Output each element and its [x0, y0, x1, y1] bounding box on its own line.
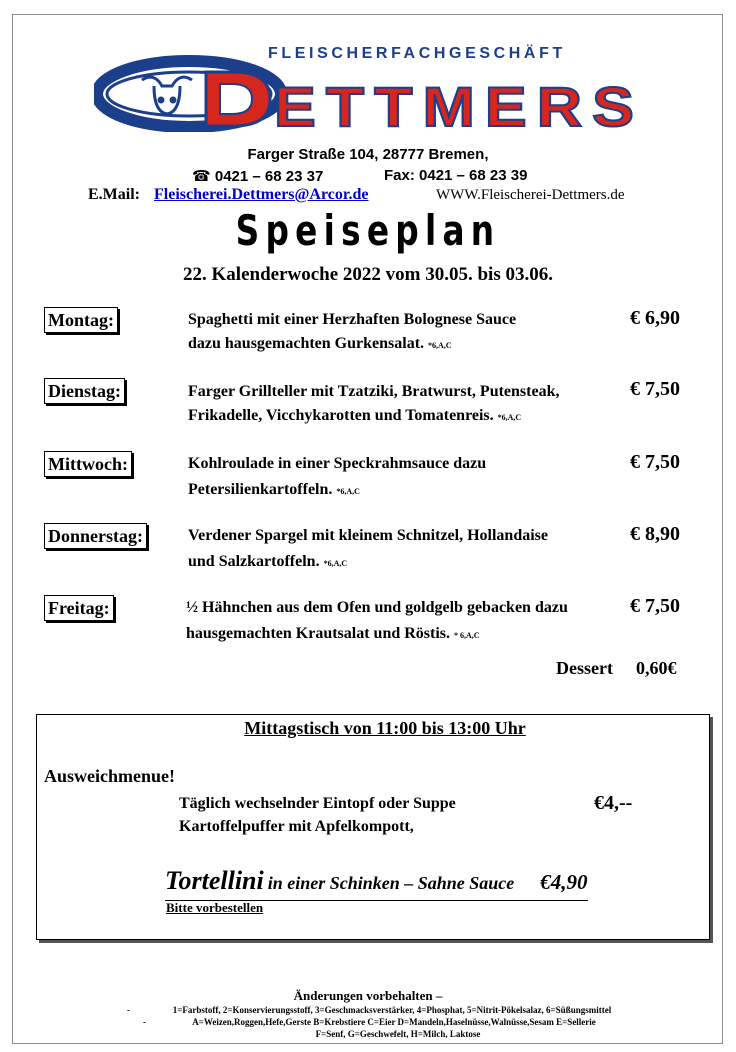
email-label: E.Mail: [88, 186, 140, 203]
price-tuesday: € 7,50 [630, 378, 680, 400]
svg-text:ETTMERS: ETTMERS [274, 75, 644, 132]
dish-wednesday-line2 [188, 478, 360, 504]
day-label-friday: Freitag: [44, 595, 114, 621]
dish-tuesday-line1: Farger Grillteller mit Tzatziki, Bratwurst, Putensteak, [188, 383, 560, 400]
allergen-codes: *6,A,C [497, 413, 522, 422]
dessert-price: 0,60€ [635, 658, 677, 678]
allergens-legend: A=Weizen,Roggen,Hefe,Gerste B=Krebstiere C=Eier D=Mandeln,Haselnüsse,Walnüsse,Sesam E=Sellerie [192, 1017, 596, 1027]
phone-line [192, 167, 323, 185]
dish-text: Petersilienkartoffeln. [188, 481, 333, 498]
tortellini-price: €4,90 [540, 870, 588, 894]
fax-number: Fax: 0421 – 68 23 39 [384, 167, 528, 184]
dish-text: Frikadelle, Vicchykarotten und Tomatenreis. [188, 407, 494, 424]
allergen-codes: *6,A,C [336, 487, 360, 496]
week-subtitle: 22. Kalenderwoche 2022 vom 30.05. bis 03.06. [183, 264, 553, 285]
allergens-legend-2: F=Senf, G=Geschwefelt, H=Milch, Laktose [315, 1029, 481, 1039]
dish-thursday-line1: Verdener Spargel mit kleinem Schnitzel, Hollandaise [188, 527, 548, 544]
day-label-tuesday: Dienstag: [44, 378, 125, 404]
dish-text: hausgemachten Krautsalat und Röstis. [186, 625, 451, 642]
footer-dash-1: - [127, 1005, 130, 1015]
dish-wednesday-line1: Kohlroulade in einer Speckrahmsauce dazu [188, 455, 487, 472]
dish-tuesday-line2 [188, 404, 521, 430]
price-monday: € 6,90 [630, 307, 680, 329]
tortellini-description: in einer Schinken – Sahne Sauce [267, 873, 515, 893]
dish-friday-line1: ½ Hähnchen aus dem Ofen und goldgelb gebacken dazu [186, 599, 568, 616]
allergen-codes: * 6,A,C [454, 631, 480, 640]
additives-legend: 1=Farbstoff, 2=Konservierungsstoff, 3=Geschmacksverstärker, 4=Phosphat, 5=Nitrit-Pökelsalaz, 6=Süßungsmittel [172, 1005, 612, 1015]
allergen-codes: *6,A,C [323, 559, 348, 568]
address-line: Farger Straße 104, 28777 Bremen, [247, 146, 489, 163]
day-label-monday: Montag: [44, 307, 118, 333]
alternative-line2: Kartoffelpuffer mit Apfelkompott, [179, 818, 414, 835]
lunch-title: Mittagstisch von 11:00 bis 13:00 Uhr [244, 718, 526, 738]
email-row [88, 186, 369, 204]
phone-icon: ☎ [192, 168, 211, 185]
email-link[interactable]: Fleischerei.Dettmers@Arcor.de [154, 186, 369, 203]
dish-thursday-line2 [188, 550, 347, 576]
phone-number: 0421 – 68 23 37 [214, 168, 324, 185]
alternative-line1: Täglich wechselnder Eintopf oder Suppe [179, 795, 456, 812]
alternative-menu-label: Ausweichmenue! [44, 766, 175, 786]
tortellini-offer [165, 866, 588, 901]
preorder-note: Bitte vorbestellen [166, 900, 264, 915]
day-label-wednesday: Mittwoch: [44, 451, 132, 477]
tortellini-name: Tortellini [165, 866, 264, 895]
price-thursday: € 8,90 [630, 523, 680, 545]
dessert-row [556, 658, 676, 679]
dish-text: und Salzkartoffeln. [188, 553, 320, 570]
page-title: Speiseplan [235, 206, 501, 255]
price-friday: € 7,50 [630, 595, 680, 617]
website-text: WWW.Fleischerei-Dettmers.de [436, 187, 625, 203]
dish-friday-line2 [186, 622, 480, 648]
allergen-codes: *6,A,C [428, 341, 452, 350]
alternative-price: €4,-- [594, 792, 633, 814]
day-label-thursday: Donnerstag: [44, 523, 147, 549]
dessert-label: Dessert [556, 658, 613, 678]
price-wednesday: € 7,50 [630, 451, 680, 473]
footer-dash-2: - [143, 1017, 146, 1027]
changes-note: Änderungen vorbehalten – [293, 988, 443, 1003]
dish-monday-line1: Spaghetti mit einer Herzhaften Bolognese Sauce [188, 311, 517, 328]
dish-text: dazu hausgemachten Gurkensalat. [188, 335, 425, 352]
dish-monday-line2 [188, 332, 452, 358]
shop-type-label: FLEISCHERFACHGESCHÄFT [268, 45, 566, 62]
